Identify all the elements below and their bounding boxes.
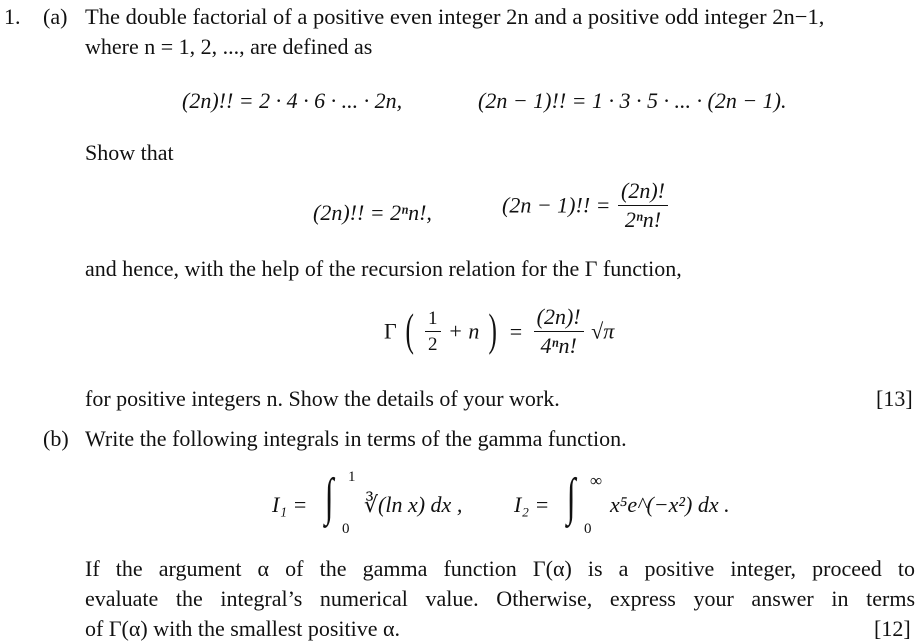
integral-i1-lower: 0 (342, 521, 350, 537)
right-paren-icon: ) (488, 303, 497, 355)
integral-i1-lhs: I₁ = (272, 492, 308, 517)
gamma-rhs-den: 4ⁿn! (540, 333, 577, 358)
integral-i1-integrand: ∛(ln x) dx , (364, 492, 463, 517)
part-b-text-line1: If the argument α of the gamma function Γ(α) is a positive integer, proceed to (85, 556, 915, 581)
integral-i2-upper: ∞ (590, 471, 603, 490)
part-a-marks: [13] (876, 386, 913, 411)
part-b-text-line3: of Γ(α) with the smallest positive α. (85, 616, 401, 641)
part-a-intro-line1: The double factorial of a positive even integer 2n and a positive odd integer 2n−1, (85, 4, 825, 29)
part-b-instructions (85, 554, 915, 644)
left-paren-icon: ( (405, 303, 415, 355)
gamma-equals: = (509, 318, 523, 344)
integral-i2-lower: 0 (584, 521, 592, 537)
hence-text: and hence, with the help of the recursion relation for the Γ function, (85, 256, 682, 281)
part-a-closing: for positive integers n. Show the details of your work. (85, 386, 560, 411)
gamma-sqrt-pi: √π (591, 318, 615, 344)
formula-odd-lhs: (2n − 1)!! = (502, 192, 611, 218)
part-b-label: (b) (43, 426, 69, 451)
gamma-plus-n: + n (448, 318, 480, 344)
integral-i2-integrand: x⁵e^(−x²) dx . (610, 492, 730, 517)
part-b-intro: Write the following integrals in terms of the gamma function. (85, 426, 627, 451)
gamma-rhs-num: (2n)! (534, 306, 584, 332)
formula-odd-numerator: (2n)! (618, 180, 668, 206)
part-a-label: (a) (43, 4, 68, 29)
problem-number: 1. (4, 4, 21, 29)
integral-i2-lhs: I₂ = (514, 492, 550, 517)
gamma-symbol: Γ (384, 318, 397, 344)
part-b-marks: [12] (874, 616, 911, 641)
part-a-intro-line2: where n = 1, 2, ..., are defined as (85, 34, 373, 59)
show-that-text: Show that (85, 140, 174, 165)
definition-odd-double-factorial: (2n − 1)!! = 1 · 3 · 5 · ... · (2n − 1). (478, 88, 787, 113)
formula-even-identity: (2n)!! = 2ⁿn!, (313, 200, 432, 225)
integral-sign-icon: ∫ (324, 469, 334, 526)
formula-odd-fraction (618, 180, 668, 231)
gamma-half-den: 2 (428, 334, 438, 355)
definition-even-double-factorial: (2n)!! = 2 · 4 · 6 · ... · 2n, (182, 88, 403, 113)
integral-i1 (272, 470, 482, 540)
integral-sign-icon: ∫ (566, 469, 576, 526)
integral-i2 (514, 470, 744, 540)
integral-i1-upper: 1 (348, 469, 356, 485)
gamma-rhs-fraction (534, 306, 584, 357)
gamma-half-num: 1 (425, 309, 441, 332)
gamma-half-fraction (425, 309, 441, 354)
gamma-formula (384, 303, 615, 358)
formula-odd-denominator: 2ⁿn! (624, 207, 662, 232)
part-b-text-line2: evaluate the integral’s numerical value. Otherwise, express your answer in terms (85, 586, 915, 611)
formula-odd-identity (502, 180, 670, 231)
